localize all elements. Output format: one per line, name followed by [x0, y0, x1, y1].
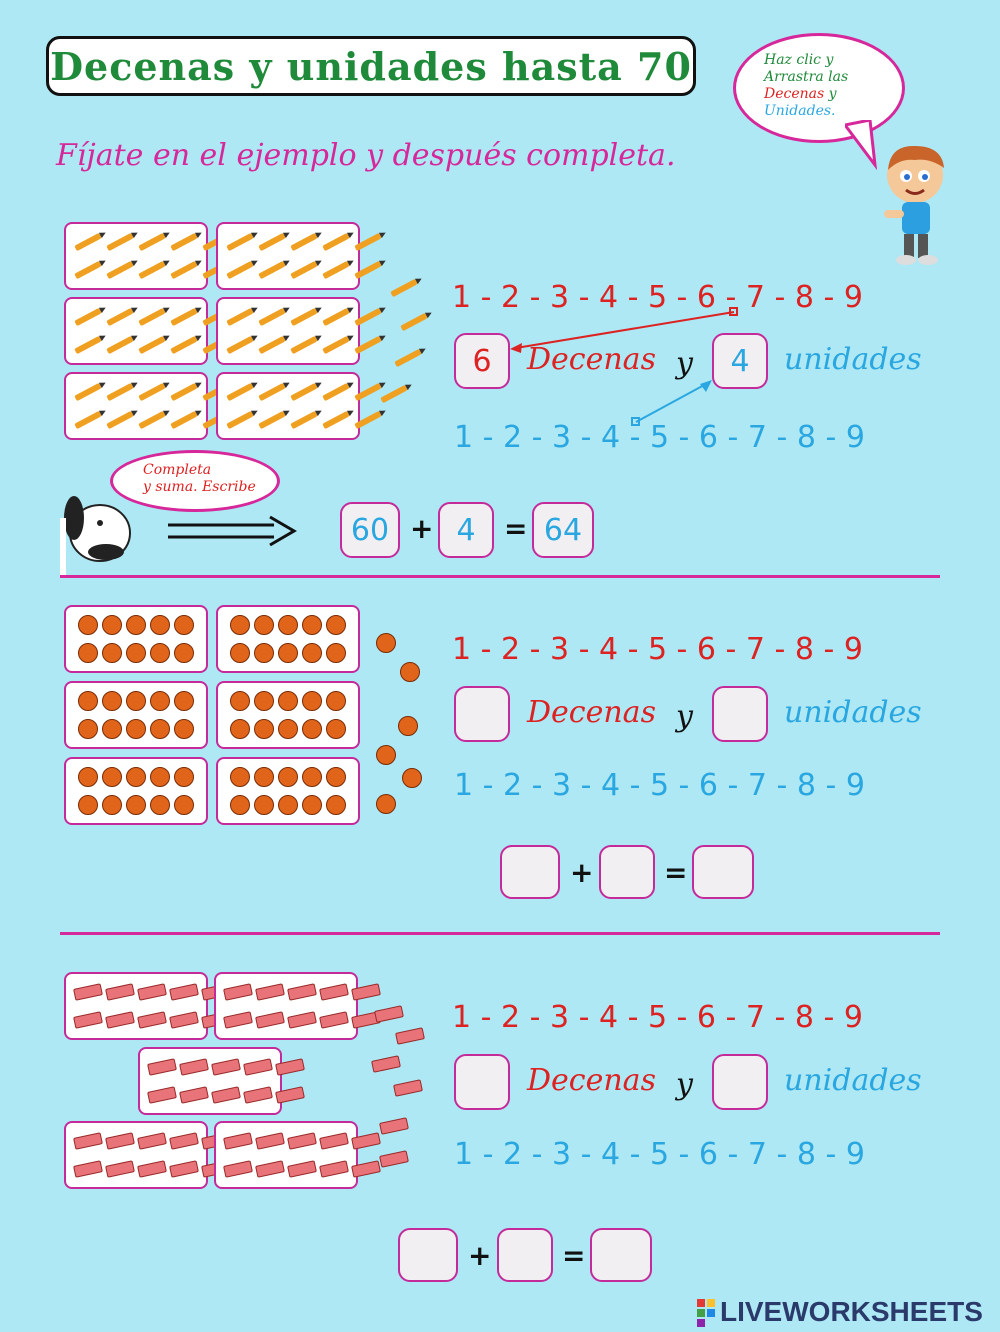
sum-units-1-value: 4 [456, 512, 476, 548]
pencil-icon [354, 261, 382, 279]
basketball-icon [78, 767, 98, 787]
plus-sign-1: + [410, 512, 434, 545]
help-word-unidades: Unidades. [764, 103, 836, 119]
ball-unit[interactable] [402, 768, 422, 788]
eraser-icon [73, 983, 103, 1001]
pencil-icon [354, 336, 382, 354]
eraser-icon [351, 1160, 381, 1178]
pencil-ten-2[interactable] [216, 222, 360, 290]
units-number-line-2: 1 - 2 - 3 - 4 - 5 - 6 - 7 - 8 - 9 [454, 768, 865, 803]
eraser-icon [287, 983, 317, 1001]
basketball-icon [278, 615, 298, 635]
basketball-icon [126, 767, 146, 787]
pencil-icon [138, 308, 166, 326]
basketball-icon [254, 795, 274, 815]
basketball-icon [278, 719, 298, 739]
ball-ten-3[interactable] [64, 681, 208, 749]
eraser-unit[interactable] [374, 1005, 404, 1023]
basketball-icon [302, 719, 322, 739]
eraser-icon [105, 1011, 135, 1029]
pencil-icon [74, 308, 102, 326]
pencil-icon [322, 383, 350, 401]
eraser-icon [179, 1058, 209, 1076]
basketball-icon [174, 615, 194, 635]
pencil-ten-5[interactable] [64, 372, 208, 440]
eraser-icon [147, 1086, 177, 1104]
basketball-icon [230, 615, 250, 635]
tens-number-line-2: 1 - 2 - 3 - 4 - 5 - 6 - 7 - 8 - 9 [452, 632, 863, 667]
pencil-icon [138, 261, 166, 279]
basketball-icon [78, 615, 98, 635]
basketball-icon [302, 767, 322, 787]
sum-tens-1[interactable] [340, 502, 400, 558]
basketball-icon [278, 795, 298, 815]
basketball-icon [126, 643, 146, 663]
eraser-icon [73, 1011, 103, 1029]
pencil-icon [106, 336, 134, 354]
liveworksheets-logo-icon [696, 1297, 716, 1327]
pencil-singles [0, 0, 1000, 24]
pencil-icon [290, 336, 318, 354]
pencil-icon [290, 261, 318, 279]
eraser-unit[interactable] [395, 1027, 425, 1045]
pencil-icon [226, 261, 254, 279]
ball-ten-4[interactable] [216, 681, 360, 749]
basketball-icon [254, 615, 274, 635]
eraser-icon [255, 1011, 285, 1029]
basketball-icon [278, 691, 298, 711]
eraser-icon [351, 1132, 381, 1150]
basketball-icon [230, 719, 250, 739]
eraser-ten-2[interactable] [214, 972, 358, 1040]
pencil-icon [322, 261, 350, 279]
basketball-icon [174, 795, 194, 815]
basketball-icon [102, 767, 122, 787]
units-answer-2[interactable] [712, 686, 768, 742]
basketball-icon [102, 643, 122, 663]
pencil-icon [322, 308, 350, 326]
basketball-icon [254, 643, 274, 663]
pencil-icon [226, 411, 254, 429]
basketball-icon [302, 691, 322, 711]
eraser-icon [255, 1132, 285, 1150]
pencil-ten-1[interactable] [64, 222, 208, 290]
equals-sign-2: = [664, 856, 688, 889]
pencil-icon [138, 233, 166, 251]
basketball-icon [126, 719, 146, 739]
basketball-icon [126, 691, 146, 711]
tens-number-line-1: 1 - 2 - 3 - 4 - 5 - 6 - 7 - 8 - 9 [452, 280, 863, 315]
section-divider-1 [60, 575, 940, 578]
ball-ten-2[interactable] [216, 605, 360, 673]
basketball-icon [150, 643, 170, 663]
pencil-icon [322, 336, 350, 354]
eraser-icon [179, 1086, 209, 1104]
pencil-ten-6[interactable] [216, 372, 360, 440]
basketball-icon [326, 643, 346, 663]
pencil-icon [170, 336, 198, 354]
ball-unit[interactable] [398, 716, 418, 736]
pencil-icon [322, 233, 350, 251]
eraser-icon [137, 1160, 167, 1178]
eraser-icon [169, 983, 199, 1001]
pencil-icon [138, 383, 166, 401]
ball-ten-1[interactable] [64, 605, 208, 673]
eraser-unit[interactable] [379, 1117, 409, 1135]
basketball-icon [230, 795, 250, 815]
pencil-icon [106, 261, 134, 279]
basketball-icon [230, 643, 250, 663]
sum-total-3[interactable] [590, 1228, 652, 1282]
eraser-icon [319, 1011, 349, 1029]
eraser-icon [319, 983, 349, 1001]
ball-ten-6[interactable] [216, 757, 360, 825]
units-answer-1-value: 4 [730, 343, 750, 379]
eraser-icon [105, 1160, 135, 1178]
basketball-icon [150, 615, 170, 635]
basketball-icon [326, 795, 346, 815]
page-title: Decenas y unidades hasta 70 [50, 43, 692, 89]
brand-logo [696, 1296, 983, 1328]
equals-sign-1: = [504, 512, 528, 545]
pencil-icon [170, 233, 198, 251]
units-answer-3[interactable] [712, 1054, 768, 1110]
sum-tens-2[interactable] [500, 845, 560, 899]
eraser-icon [169, 1160, 199, 1178]
help-word-decenas: Decenas [764, 86, 825, 102]
eraser-icon [223, 1160, 253, 1178]
help-line-2: Arrastra las [764, 69, 849, 85]
basketball-icon [150, 795, 170, 815]
eraser-icon [105, 1132, 135, 1150]
eraser-icon [137, 1132, 167, 1150]
basketball-icon [150, 691, 170, 711]
sum-units-1[interactable] [438, 502, 494, 558]
sum-tens-3[interactable] [398, 1228, 458, 1282]
pencil-icon [226, 233, 254, 251]
pencil-icon [226, 308, 254, 326]
boy-illustration-icon [870, 140, 960, 270]
sum-units-3[interactable] [497, 1228, 553, 1282]
pencil-icon [170, 383, 198, 401]
basketball-icon [278, 767, 298, 787]
eraser-ten-1[interactable] [64, 972, 208, 1040]
pencil-icon [290, 233, 318, 251]
pencil-icon [74, 261, 102, 279]
pencil-icon [258, 411, 286, 429]
pencil-icon [258, 308, 286, 326]
instruction-text: Fíjate en el ejemplo y después completa. [56, 138, 676, 173]
pencil-icon [106, 411, 134, 429]
basketball-icon [326, 615, 346, 635]
help-word-y: y [828, 86, 837, 102]
eraser-icon [223, 1011, 253, 1029]
basketball-icon [102, 615, 122, 635]
ball-ten-5[interactable] [64, 757, 208, 825]
basketball-icon [78, 691, 98, 711]
pencil-icon [258, 233, 286, 251]
basketball-icon [326, 767, 346, 787]
eraser-icon [255, 1160, 285, 1178]
pencil-icon [106, 233, 134, 251]
basketball-icon [174, 691, 194, 711]
pencil-icon [258, 261, 286, 279]
eraser-ten-4[interactable] [64, 1121, 208, 1189]
eraser-icon [105, 983, 135, 1001]
ball-unit[interactable] [400, 662, 420, 682]
title-box [46, 36, 696, 96]
pencil-icon [322, 411, 350, 429]
basketball-icon [126, 615, 146, 635]
basketball-icon [174, 719, 194, 739]
basketball-icon [230, 767, 250, 787]
basketball-icon [302, 615, 322, 635]
pencil-icon [106, 383, 134, 401]
eraser-ten-5[interactable] [214, 1121, 358, 1189]
sum-total-1-value: 64 [543, 512, 583, 548]
pencil-icon [170, 261, 198, 279]
pencil-icon [74, 411, 102, 429]
basketball-icon [78, 719, 98, 739]
eraser-icon [243, 1058, 273, 1076]
sum-tens-1-value: 60 [350, 512, 390, 548]
eraser-icon [211, 1086, 241, 1104]
eraser-unit[interactable] [393, 1079, 423, 1097]
basketball-icon [254, 719, 274, 739]
help-line-1: Haz clic y [764, 52, 834, 68]
basketball-icon [326, 719, 346, 739]
tens-answer-3[interactable] [454, 1054, 510, 1110]
basketball-icon [278, 643, 298, 663]
pencil-icon [170, 308, 198, 326]
eraser-icon [169, 1132, 199, 1150]
eraser-icon [223, 983, 253, 1001]
units-number-line-3: 1 - 2 - 3 - 4 - 5 - 6 - 7 - 8 - 9 [454, 1137, 865, 1172]
and-label-1: y [676, 346, 693, 381]
pencil-ten-3[interactable] [64, 297, 208, 365]
basketball-icon [150, 767, 170, 787]
tens-answer-2[interactable] [454, 686, 510, 742]
pencil-icon [354, 233, 382, 251]
snoopy-line-2: y suma. Escribe [143, 479, 256, 495]
basketball-icon [326, 691, 346, 711]
basketball-icon [126, 795, 146, 815]
and-label-2: y [676, 699, 693, 734]
pencil-icon [354, 411, 382, 429]
pencil-unit[interactable] [390, 279, 418, 297]
pencil-icon [290, 411, 318, 429]
basketball-icon [174, 767, 194, 787]
pencil-icon [74, 383, 102, 401]
basketball-icon [302, 643, 322, 663]
pencil-unit[interactable] [394, 349, 422, 367]
basketball-icon [78, 643, 98, 663]
ball-unit[interactable] [376, 745, 396, 765]
pencil-icon [106, 308, 134, 326]
eraser-icon [243, 1086, 273, 1104]
units-label-3: unidades [784, 1063, 922, 1098]
section-divider-2 [60, 932, 940, 935]
eraser-icon [137, 1011, 167, 1029]
basketball-icon [302, 795, 322, 815]
eraser-icon [147, 1058, 177, 1076]
eraser-icon [73, 1132, 103, 1150]
basketball-icon [254, 767, 274, 787]
units-label-1: unidades [784, 342, 922, 377]
pencil-icon [354, 383, 382, 401]
basketball-icon [102, 719, 122, 739]
eraser-icon [223, 1132, 253, 1150]
units-number-line-1: 1 - 2 - 3 - 4 - 5 - 6 - 7 - 8 - 9 [454, 420, 865, 455]
basketball-icon [78, 795, 98, 815]
eraser-icon [137, 983, 167, 1001]
eraser-icon [287, 1160, 317, 1178]
pencil-unit[interactable] [400, 313, 428, 331]
eraser-icon [319, 1132, 349, 1150]
example-arrows [500, 300, 740, 430]
tens-label-2: Decenas [527, 695, 656, 730]
tens-label-3: Decenas [527, 1063, 656, 1098]
pencil-icon [74, 233, 102, 251]
eraser-icon [351, 983, 381, 1001]
eraser-icon [255, 983, 285, 1001]
eraser-icon [169, 1011, 199, 1029]
pencil-icon [226, 336, 254, 354]
eraser-icon [319, 1160, 349, 1178]
eraser-ten-3[interactable] [138, 1047, 282, 1115]
eraser-icon [73, 1160, 103, 1178]
sum-units-2[interactable] [599, 845, 655, 899]
tens-answer-1-value: 6 [472, 343, 492, 379]
pencil-unit[interactable] [380, 385, 408, 403]
eraser-icon [287, 1132, 317, 1150]
pencil-ten-4[interactable] [216, 297, 360, 365]
eraser-icon [211, 1058, 241, 1076]
equals-sign-3: = [562, 1239, 586, 1272]
double-arrow-icon [166, 514, 300, 548]
pencil-icon [74, 336, 102, 354]
ball-unit[interactable] [376, 633, 396, 653]
basketball-icon [230, 691, 250, 711]
eraser-icon [275, 1058, 305, 1076]
basketball-icon [174, 643, 194, 663]
pencil-icon [290, 383, 318, 401]
and-label-3: y [676, 1067, 693, 1102]
pencil-icon [258, 383, 286, 401]
pencil-icon [170, 411, 198, 429]
plus-sign-2: + [570, 856, 594, 889]
basketball-icon [102, 795, 122, 815]
ball-unit[interactable] [376, 794, 396, 814]
eraser-unit[interactable] [371, 1055, 401, 1073]
eraser-icon [287, 1011, 317, 1029]
tens-label-1: Decenas [527, 342, 656, 377]
snoopy-line-1: Completa [143, 462, 212, 478]
tens-number-line-3: 1 - 2 - 3 - 4 - 5 - 6 - 7 - 8 - 9 [452, 1000, 863, 1035]
eraser-icon [275, 1086, 305, 1104]
brand-name: LIVEWORKSHEETS [720, 1296, 983, 1327]
pencil-icon [258, 336, 286, 354]
pencil-icon [138, 411, 166, 429]
sum-total-1[interactable] [532, 502, 594, 558]
pencil-icon [290, 308, 318, 326]
eraser-unit[interactable] [379, 1150, 409, 1168]
basketball-icon [150, 719, 170, 739]
pencil-icon [138, 336, 166, 354]
snoopy-bubble [110, 450, 280, 512]
sum-total-2[interactable] [692, 845, 754, 899]
basketball-icon [102, 691, 122, 711]
pencil-icon [226, 383, 254, 401]
pencil-icon [354, 308, 382, 326]
units-label-2: unidades [784, 695, 922, 730]
plus-sign-3: + [468, 1239, 492, 1272]
basketball-icon [254, 691, 274, 711]
